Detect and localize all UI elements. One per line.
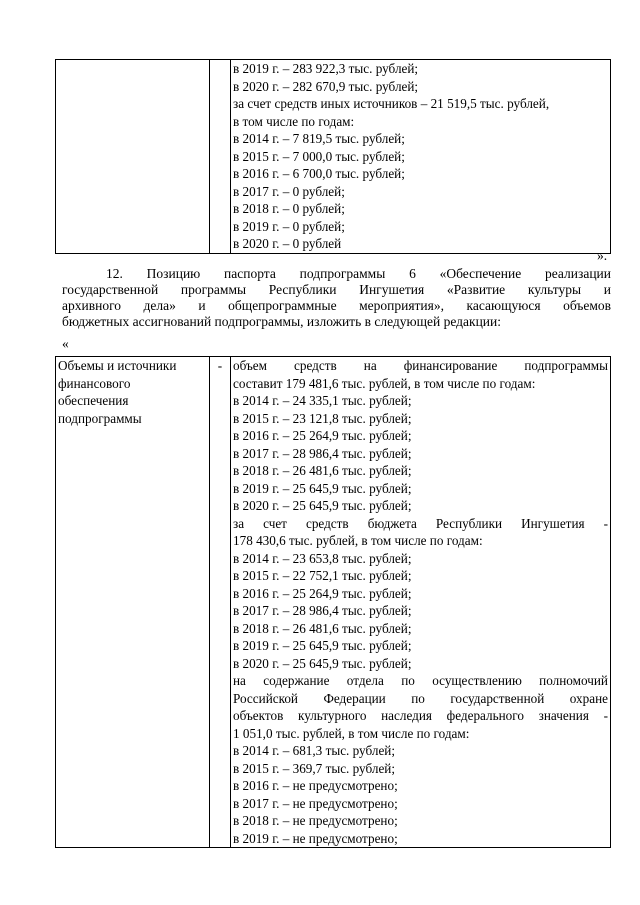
passport-table-subprogram-6 xyxy=(55,356,611,848)
funding-line: в 2017 г. – 0 рублей; xyxy=(233,183,345,199)
funding-line: в 2017 г. – 28 986,4 тыс. рублей; xyxy=(233,603,412,618)
funding-line: в 2018 г. – 26 481,6 тыс. рублей; xyxy=(233,620,412,636)
funding-line: в 2016 г. – 25 264,9 тыс. рублей; xyxy=(233,428,412,443)
funding-line: в 2020 г. – 25 645,9 тыс. рублей; xyxy=(233,498,412,513)
funding-line: объем средств на финансирование подпрограммы xyxy=(233,358,608,373)
funding-line: в 2015 г. – 23 121,8 тыс. рублей; xyxy=(233,410,412,426)
funding-line: в 2016 г. – не предусмотрено; xyxy=(233,778,398,793)
funding-line: в 2014 г. – 681,3 тыс. рублей; xyxy=(233,743,396,758)
funding-line: в 2020 г. – 282 670,9 тыс. рублей; xyxy=(233,78,419,94)
funding-line: в 2019 г. – 283 922,3 тыс. рублей; xyxy=(233,61,419,76)
funding-line: в 2017 г. – 28 986,4 тыс. рублей; xyxy=(233,445,412,461)
funding-line: в 2014 г. – 24 335,1 тыс. рублей; xyxy=(233,393,412,408)
label-line: обеспечения xyxy=(58,393,129,408)
paragraph-line: бюджетных ассигнований подпрограммы, изложить в следующей редакции: xyxy=(62,314,501,329)
funding-line: Российской Федерации по государственной охране xyxy=(233,690,608,706)
funding-line: в 2020 г. – 25 645,9 тыс. рублей; xyxy=(233,655,412,671)
funding-line: в 2019 г. – 25 645,9 тыс. рублей; xyxy=(233,638,412,653)
paragraph-12 xyxy=(62,266,611,330)
funding-line: в 2018 г. – не предусмотрено; xyxy=(233,813,398,828)
table-row xyxy=(56,357,611,848)
paragraph-line: 12. Позицию паспорта подпрограммы 6 «Обеспечение реализации xyxy=(106,266,611,281)
funding-line: в 2015 г. – 369,7 тыс. рублей; xyxy=(233,760,396,776)
opening-quote: « xyxy=(62,336,69,351)
funding-line: в том числе по годам: xyxy=(233,113,355,129)
passport-table-continued xyxy=(55,59,611,254)
label-line: Объемы и источники xyxy=(58,358,177,373)
funding-line: в 2018 г. – 0 рублей; xyxy=(233,201,345,216)
funding-line: за счет средств иных источников – 21 519,5 тыс. рублей, xyxy=(233,96,550,111)
paragraph-line: архивного дела» и общепрограммные мероприятия», касающуюся объемов xyxy=(62,298,611,313)
funding-line: за счет средств бюджета Республики Ингушетия - xyxy=(233,515,608,531)
paragraph-line: государственной программы Республики Ингушетия «Развитие культуры и xyxy=(62,282,611,297)
table-cell-label xyxy=(56,60,210,254)
funding-line: в 2019 г. – не предусмотрено; xyxy=(233,830,398,846)
table-cell-label xyxy=(56,357,210,848)
funding-line: 1 051,0 тыс. рублей, в том числе по годам: xyxy=(233,725,470,741)
funding-line: в 2017 г. – не предусмотрено; xyxy=(233,795,398,811)
funding-line: в 2014 г. – 7 819,5 тыс. рублей; xyxy=(233,131,405,146)
funding-line: на содержание отдела по осуществлению полномочий xyxy=(233,673,608,688)
funding-line: составит 179 481,6 тыс. рублей, в том числе по годам: xyxy=(233,375,536,391)
table-cell-dash: - xyxy=(210,357,231,848)
funding-line: объектов культурного наследия федерального значения - xyxy=(233,708,608,723)
closing-quote: ». xyxy=(597,248,608,263)
funding-line: 178 430,6 тыс. рублей, в том числе по годам: xyxy=(233,533,483,548)
funding-line: в 2014 г. – 23 653,8 тыс. рублей; xyxy=(233,550,412,566)
funding-line: в 2016 г. – 25 264,9 тыс. рублей; xyxy=(233,585,412,601)
table-cell-dash xyxy=(210,60,231,254)
funding-line: в 2018 г. – 26 481,6 тыс. рублей; xyxy=(233,463,412,478)
label-line: финансового xyxy=(58,375,131,391)
table-cell-funding xyxy=(231,60,611,254)
table-cell-funding xyxy=(231,357,611,848)
funding-line: в 2016 г. – 6 700,0 тыс. рублей; xyxy=(233,166,405,181)
funding-line: в 2019 г. – 25 645,9 тыс. рублей; xyxy=(233,480,412,496)
table-row xyxy=(56,60,611,254)
funding-line: в 2015 г. – 7 000,0 тыс. рублей; xyxy=(233,148,405,164)
funding-line: в 2019 г. – 0 рублей; xyxy=(233,218,345,234)
funding-line: в 2020 г. – 0 рублей xyxy=(233,236,342,251)
label-line: подпрограммы xyxy=(58,410,142,426)
funding-line: в 2015 г. – 22 752,1 тыс. рублей; xyxy=(233,568,412,583)
